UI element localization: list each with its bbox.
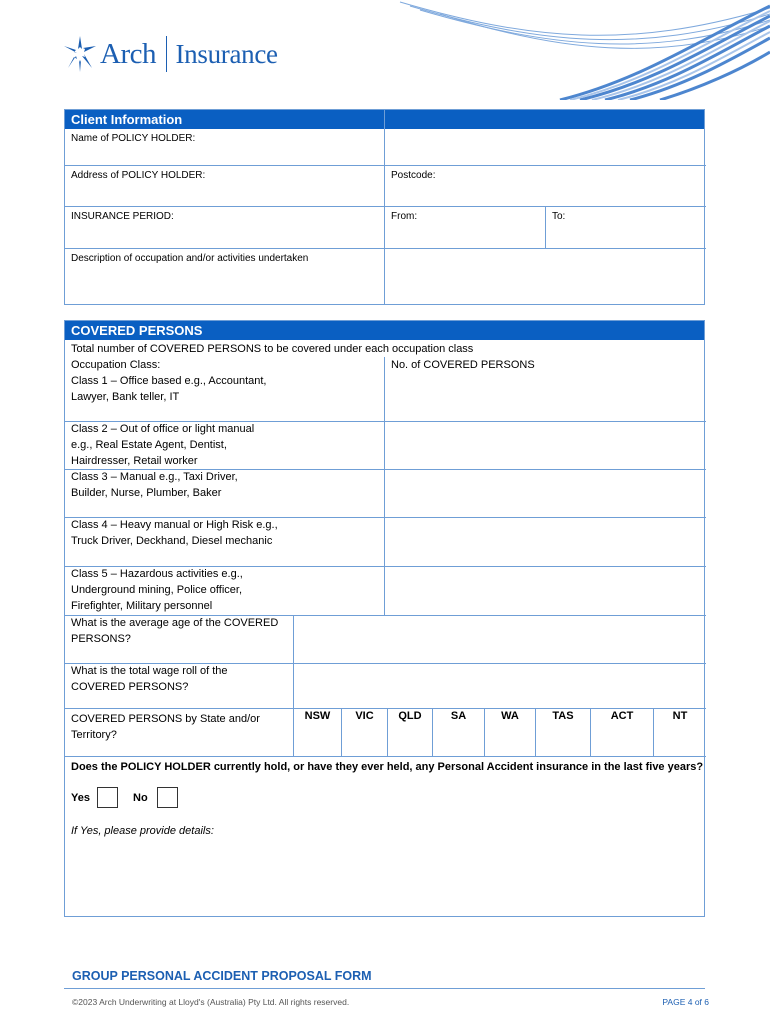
class-3-line2: Builder, Nurse, Plumber, Baker bbox=[71, 487, 222, 499]
class-1-line2: Lawyer, Bank teller, IT bbox=[71, 391, 180, 403]
class-2-count-field[interactable] bbox=[385, 422, 705, 469]
copyright-text: ©2023 Arch Underwriting at Lloyd's (Australia) Pty Ltd. All rights reserved. bbox=[72, 997, 350, 1007]
count-column-label: No. of COVERED PERSONS bbox=[391, 359, 535, 371]
state-qld[interactable]: QLD bbox=[398, 710, 422, 722]
page-number: PAGE 4 of 6 bbox=[662, 997, 709, 1007]
list-item bbox=[65, 373, 266, 405]
list-item bbox=[65, 517, 278, 549]
class-4-count-field[interactable] bbox=[385, 518, 705, 566]
row-divider bbox=[65, 756, 706, 757]
wage-roll-field[interactable] bbox=[294, 664, 705, 708]
state-sa[interactable]: SA bbox=[450, 710, 467, 722]
policy-holder-label: Name of POLICY HOLDER: bbox=[71, 133, 196, 144]
client-information-section bbox=[64, 109, 705, 305]
list-item bbox=[65, 566, 243, 614]
from-label: From: bbox=[391, 211, 418, 222]
postcode-field[interactable] bbox=[385, 184, 705, 206]
state-line2: Territory? bbox=[71, 729, 117, 741]
state-columns bbox=[294, 708, 706, 756]
class-1-line1: Class 1 – Office based e.g., Accountant, bbox=[71, 375, 267, 387]
class-4-line1: Class 4 – Heavy manual or High Risk e.g., bbox=[71, 519, 278, 531]
header-swoosh-graphic bbox=[380, 0, 770, 100]
no-checkbox[interactable] bbox=[157, 787, 178, 808]
wage-roll-line1: What is the total wage roll of the bbox=[71, 665, 228, 677]
occupation-class-label: Occupation Class: bbox=[71, 359, 161, 371]
state-act[interactable]: ACT bbox=[610, 710, 634, 722]
average-age-question bbox=[65, 615, 278, 647]
average-age-line1: What is the average age of the COVERED bbox=[71, 617, 279, 629]
yes-label: Yes bbox=[71, 792, 90, 804]
class-1-count-field[interactable] bbox=[385, 374, 705, 421]
logo-divider bbox=[166, 36, 168, 72]
state-nt[interactable]: NT bbox=[672, 710, 688, 722]
details-prompt: If Yes, please provide details: bbox=[71, 825, 214, 837]
star-logo-icon bbox=[62, 34, 98, 74]
wage-roll-line2: COVERED PERSONS? bbox=[71, 681, 189, 693]
section-heading: COVERED PERSONS bbox=[65, 321, 704, 340]
state-tas[interactable]: TAS bbox=[552, 710, 574, 722]
brand-name-secondary: Insurance bbox=[175, 38, 278, 69]
yes-checkbox[interactable] bbox=[97, 787, 118, 808]
from-date-field[interactable] bbox=[385, 225, 545, 248]
average-age-line2: PERSONS? bbox=[71, 633, 131, 645]
covered-persons-intro: Total number of COVERED PERSONS to be covered under each occupation class bbox=[71, 343, 474, 355]
address-label: Address of POLICY HOLDER: bbox=[71, 170, 206, 181]
to-date-field[interactable] bbox=[546, 225, 705, 248]
state-nsw[interactable]: NSW bbox=[304, 710, 331, 722]
insurance-period-label: INSURANCE PERIOD: bbox=[71, 211, 174, 222]
average-age-field[interactable] bbox=[294, 616, 705, 663]
list-item bbox=[65, 421, 254, 469]
insurance-history-question: Does the POLICY HOLDER currently hold, or have they ever held, any Personal Accident insurance in the last five years? bbox=[71, 761, 704, 773]
covered-persons-section bbox=[64, 320, 705, 917]
class-2-line1: Class 2 – Out of office or light manual bbox=[71, 423, 255, 435]
class-5-line3: Firefighter, Military personnel bbox=[71, 600, 213, 612]
list-item bbox=[65, 469, 238, 501]
no-label: No bbox=[133, 792, 148, 804]
state-wa[interactable]: WA bbox=[501, 710, 519, 722]
wage-roll-question bbox=[65, 663, 228, 695]
details-field[interactable] bbox=[66, 841, 704, 915]
state-vic[interactable]: VIC bbox=[355, 710, 374, 722]
brand-name-primary: Arch bbox=[100, 37, 156, 70]
postcode-label: Postcode: bbox=[391, 170, 436, 181]
state-question bbox=[65, 711, 260, 743]
description-field[interactable] bbox=[385, 249, 705, 305]
state-line1: COVERED PERSONS by State and/or bbox=[71, 713, 260, 725]
policy-holder-field[interactable] bbox=[385, 130, 705, 165]
description-label: Description of occupation and/or activities undertaken bbox=[71, 253, 309, 264]
footer-divider bbox=[64, 988, 705, 989]
form-title: GROUP PERSONAL ACCIDENT PROPOSAL FORM bbox=[72, 969, 372, 983]
class-5-line1: Class 5 – Hazardous activities e.g., bbox=[71, 568, 243, 580]
class-3-count-field[interactable] bbox=[385, 470, 705, 517]
section-heading: Client Information bbox=[65, 110, 704, 129]
class-2-line3: Hairdresser, Retail worker bbox=[71, 455, 198, 467]
arch-insurance-logo bbox=[62, 32, 278, 76]
to-label: To: bbox=[552, 211, 566, 222]
class-5-line2: Underground mining, Police officer, bbox=[71, 584, 243, 596]
class-4-line2: Truck Driver, Deckhand, Diesel mechanic bbox=[71, 535, 273, 547]
class-3-line1: Class 3 – Manual e.g., Taxi Driver, bbox=[71, 471, 238, 483]
class-2-line2: e.g., Real Estate Agent, Dentist, bbox=[71, 439, 227, 451]
class-5-count-field[interactable] bbox=[385, 567, 705, 615]
